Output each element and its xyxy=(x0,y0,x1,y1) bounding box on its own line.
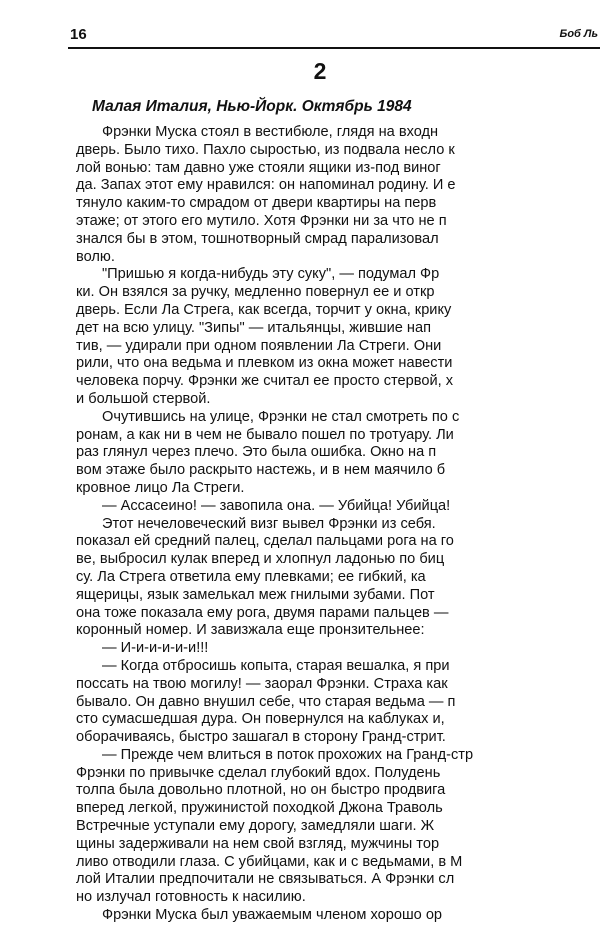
text-line: — Ассасеино! — завопила она. — Убийца! Убийца! xyxy=(102,497,451,514)
text-line: — Прежде чем влиться в поток прохожих на Гранд-стр xyxy=(102,746,474,763)
text-line: сто сумасшедшая дура. Он повернулся на каблуках и, xyxy=(76,711,445,728)
text-line: бывало. Он давно внушил себе, что старая ведьма — п xyxy=(76,693,456,710)
text-line: раз глянул через плечо. Это была ошибка. Окно на п xyxy=(76,444,437,461)
text-line: "Пришью я когда-нибудь эту суку", — подумал Фр xyxy=(102,266,440,283)
text-line: ящерицы, язык замелькал меж гнилыми зубами. Пот xyxy=(76,586,435,603)
text-line: Фрэнки Муска был уважаемым членом хорошо ор xyxy=(102,907,443,924)
chapter-subtitle: Малая Италия, Нью-Йорк. Октябрь 1984 xyxy=(92,98,412,115)
text-line: да. Запах этот ему нравился: он напоминал родину. И е xyxy=(76,177,456,194)
text-line: этаже; от этого его мутило. Хотя Фрэнки ни за что не п xyxy=(76,212,447,229)
text-line: — Когда отбросишь копыта, старая вешалка, я при xyxy=(102,657,450,674)
text-line: но излучал готовность к насилию. xyxy=(76,889,306,906)
text-line: Очутившись на улице, Фрэнки не стал смотреть по с xyxy=(102,408,460,425)
header-rule xyxy=(68,47,600,49)
text-line: волю. xyxy=(76,248,115,265)
text-line: показал ей средний палец, сделал пальцами рога на го xyxy=(76,533,454,550)
text-line: она тоже показала ему рога, двумя парами пальцев — xyxy=(76,604,449,621)
text-line: человека порчу. Фрэнки же считал ее просто стервой, х xyxy=(76,373,454,390)
text-line: вперед легкой, пружинистой походкой Джона Траволь xyxy=(76,800,443,817)
text-line: дверь. Если Ла Стрега, как всегда, торчит у окна, крику xyxy=(76,301,452,318)
text-line: дет на всю улицу. "Зипы" — итальянцы, жившие нап xyxy=(76,319,431,336)
chapter-number: 2 xyxy=(313,58,327,84)
text-line: поссать на твою могилу! — заорал Фрэнки. Страха как xyxy=(76,675,448,692)
text-line: — И-и-и-и-и-и!!! xyxy=(102,640,209,657)
text-line: ливо отводили глаза. С убийцами, как и с ведьмами, в М xyxy=(76,853,463,870)
text-line: рили, что она ведьма и плевком из окна может навести xyxy=(76,355,453,372)
text-line: лой вонью: там давно уже стояли ящики из-под виног xyxy=(76,159,441,176)
text-line: Этот нечеловеческий визг вывел Фрэнки из себя. xyxy=(102,515,436,532)
text-line: су. Ла Стрега ответила ему плевками; ее гибкий, ка xyxy=(76,568,426,585)
text-line: лой Италии предпочитали не связываться. А Фрэнки сл xyxy=(76,871,455,888)
page-number: 16 xyxy=(70,26,87,43)
text-line: и большой стервой. xyxy=(76,390,211,407)
text-line: ронам, а как ни в чем не бывало пошел по тротуару. Ли xyxy=(76,426,454,443)
text-line: тив, — удирали при одном появлении Ла Стреги. Они xyxy=(76,337,442,354)
text-line: оборачиваясь, быстро зашагал в сторону Гранд-стрит. xyxy=(76,729,446,746)
text-line: ве, выбросил кулак вперед и хлопнул ладонью по биц xyxy=(76,551,445,568)
running-title: Боб Ль xyxy=(559,28,598,40)
text-line: ки. Он взялся за ручку, медленно повернул ее и откр xyxy=(76,284,435,301)
text-line: Фрэнки Муска стоял в вестибюле, глядя на входн xyxy=(102,124,439,140)
body-text xyxy=(76,124,600,925)
text-line: Встречные уступали ему дорогу, замедляли шаги. Ж xyxy=(76,818,435,835)
text-line: щины задерживали на нем свой взгляд, мужчины тор xyxy=(76,835,440,852)
page-header xyxy=(70,26,600,46)
text-line: знался бы в этом, тошнотворный смрад парализовал xyxy=(76,230,439,247)
text-line: кровное лицо Ла Стреги. xyxy=(76,479,245,496)
text-line: тянуло каким-то смрадом от двери квартиры на перв xyxy=(76,195,437,212)
text-line: дверь. Было тихо. Пахло сыростью, из подвала несло к xyxy=(76,141,455,158)
text-line: вом этаже было раскрыто настежь, и в нем маячило б xyxy=(76,462,446,479)
text-line: коронный номер. И завизжала еще пронзительнее: xyxy=(76,622,425,639)
text-line: Фрэнки по привычке сделал глубокий вдох. Полудень xyxy=(76,764,441,781)
text-line: толпа была довольно плотной, но он быстро продвига xyxy=(76,782,446,799)
